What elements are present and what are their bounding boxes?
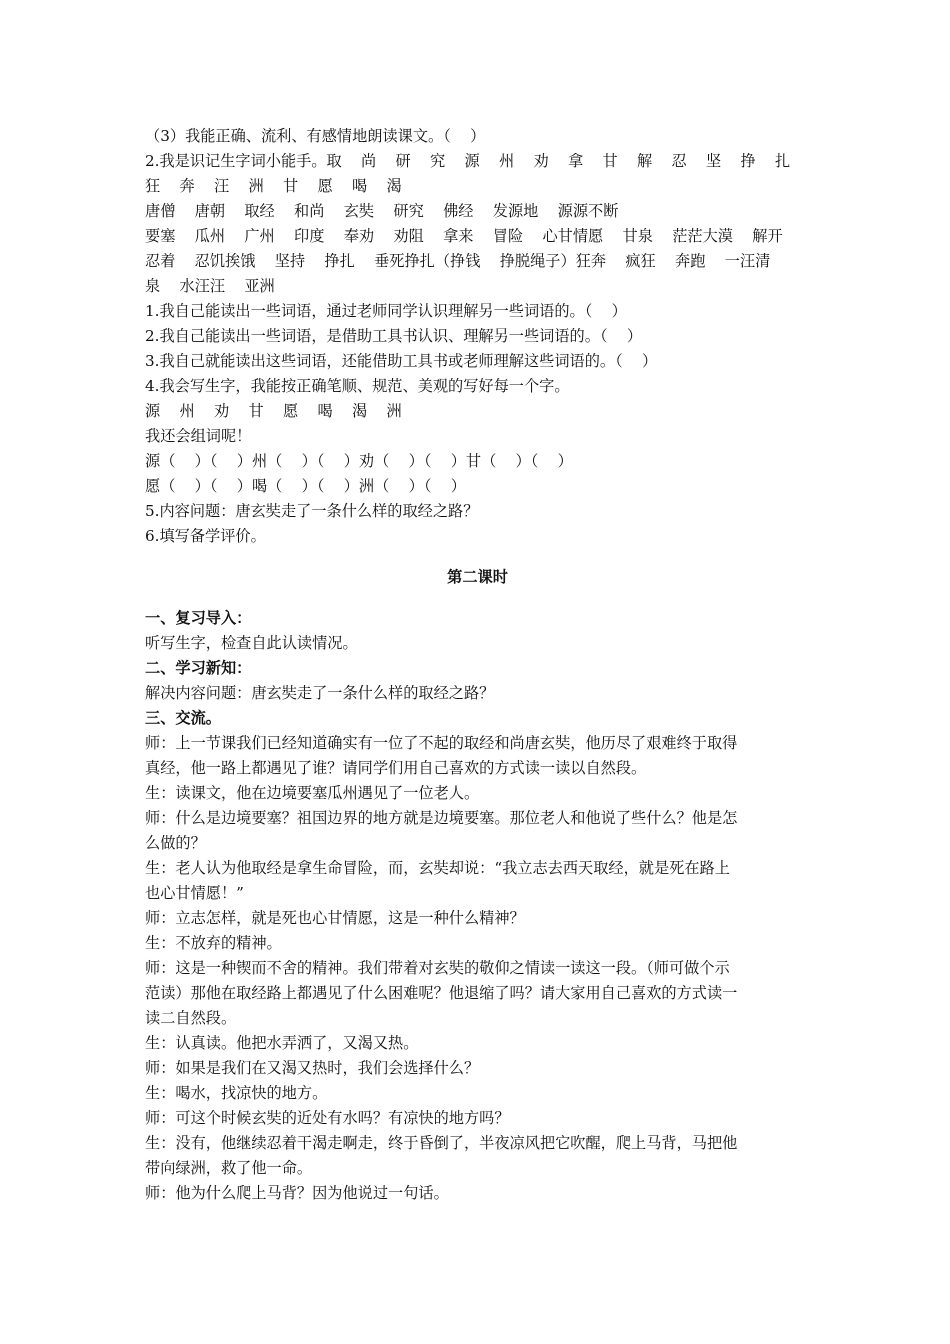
- text-line: 2.我自己能读出一些词语，是借助工具书认识、理解另一些词语的。（ ）: [145, 327, 643, 345]
- text-line: 师：什么是边境要塞？祖国边界的地方就是边境要塞。那位老人和他说了些什么？他是怎: [145, 809, 738, 827]
- text-line: 狂 奔 汪 洲 甘 愿 喝 渴: [145, 177, 402, 195]
- text-line: 解决内容问题：唐玄奘走了一条什么样的取经之路？: [145, 684, 495, 702]
- text-line: 忍着 忍饥挨饿 坚持 挣扎 垂死挣扎（挣钱 挣脱绳子）狂奔 疯狂 奔跑 一汪清: [145, 252, 771, 270]
- text-line: 生：读课文，他在边境要塞瓜州遇见了一位老人。: [145, 784, 480, 802]
- text-line: 师：上一节课我们已经知道确实有一位了不起的取经和尚唐玄奘，他历尽了艰难终于取得: [145, 734, 738, 752]
- text-line: 师：这是一种锲而不舍的精神。我们带着对玄奘的敬仰之情读一读这一段。（师可做个示: [145, 959, 730, 977]
- text-line: 真经，他一路上都遇见了谁？请同学们用自己喜欢的方式读一读以自然段。: [145, 759, 647, 777]
- text-line: 范读）那他在取经路上都遇见了什么困难呢？他退缩了吗？请大家用自己喜欢的方式读一: [145, 984, 738, 1002]
- text-line: 生：认真读。他把水弄洒了，又渴又热。: [145, 1034, 419, 1052]
- text-line: 我还会组词呢！: [145, 427, 252, 445]
- text-line: 5.内容问题：唐玄奘走了一条什么样的取经之路？: [145, 502, 479, 520]
- document-page: [145, 124, 810, 1206]
- text-line: 源（ ）（ ）州（ ）（ ）劝（ ）（ ）甘（ ）（ ）: [145, 452, 573, 470]
- section-heading: 一、复习导入：: [145, 609, 252, 627]
- second-lesson-section: [145, 606, 810, 1206]
- text-line: 源 州 劝 甘 愿 喝 渴 洲: [145, 402, 402, 420]
- text-line: 要塞 瓜州 广州 印度 奉劝 劝阻 拿来 冒险 心甘情愿 甘泉 茫茫大漠 解开: [145, 227, 783, 245]
- text-line: 生：喝水，找凉快的地方。: [145, 1084, 328, 1102]
- text-line: 生：老人认为他取经是拿生命冒险，而，玄奘却说：“我立志去西天取经，就是死在路上: [145, 859, 730, 877]
- text-line: 师：如果是我们在又渴又热时，我们会选择什么？: [145, 1059, 480, 1077]
- text-line: 3.我自己就能读出这些词语，还能借助工具书或老师理解这些词语的。（ ）: [145, 352, 658, 370]
- text-line: 1.我自己能读出一些词语，通过老师同学认识理解另一些词语的。（ ）: [145, 302, 627, 320]
- text-line: 愿（ ）（ ）喝（ ）（ ）洲（ ）（ ）: [145, 477, 466, 495]
- lesson-title: 第二课时: [447, 568, 508, 586]
- text-line: 也心甘情愿！”: [145, 884, 244, 902]
- study-checklist-section: [145, 124, 810, 549]
- text-line: 听写生字，检查自此认读情况。: [145, 634, 358, 652]
- text-line: 2.我是识记生字词小能手。取 尚 研 究 源 州 劝 拿 甘 解 忍 坚 挣 扎: [145, 152, 791, 170]
- text-line: 生：没有，他继续忍着干渴走啊走，终于昏倒了，半夜凉风把它吹醒，爬上马背，马把他: [145, 1134, 738, 1152]
- text-line: 4.我会写生字，我能按正确笔顺、规范、美观的写好每一个字。: [145, 377, 570, 395]
- text-line: 师：可这个时候玄奘的近处有水吗？有凉快的地方吗？: [145, 1109, 510, 1127]
- section-heading: 三、交流。: [145, 709, 221, 727]
- text-line: 带向绿洲，救了他一命。: [145, 1159, 313, 1177]
- section-heading: 二、学习新知：: [145, 659, 252, 677]
- text-line: 么做的？: [145, 834, 206, 852]
- text-line: 师：他为什么爬上马背？因为他说过一句话。: [145, 1184, 449, 1202]
- text-line: 6.填写备学评价。: [145, 527, 266, 545]
- text-line: 唐僧 唐朝 取经 和尚 玄奘 研究 佛经 发源地 源源不断: [145, 202, 619, 220]
- text-line: 师：立志怎样，就是死也心甘情愿，这是一种什么精神？: [145, 909, 525, 927]
- text-line: （3）我能正确、流利、有感情地朗读课文。（ ）: [145, 127, 486, 145]
- text-line: 泉 水汪汪 亚洲: [145, 277, 275, 295]
- text-line: 读二自然段。: [145, 1009, 237, 1027]
- text-line: 生：不放弃的精神。: [145, 934, 282, 952]
